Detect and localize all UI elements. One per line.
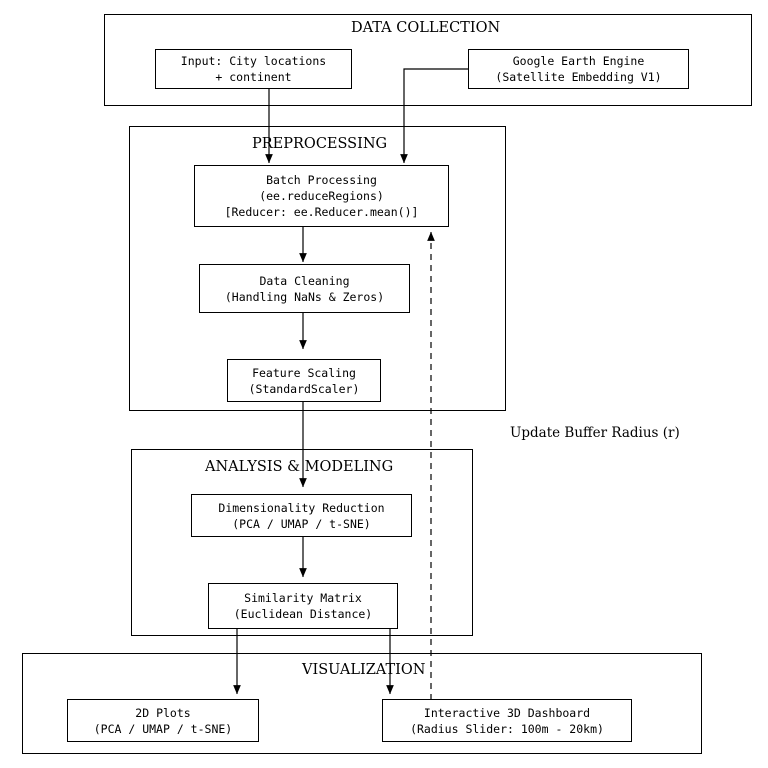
edge-label-update-buffer-radius: Update Buffer Radius (r) <box>510 425 680 441</box>
node-line: (Radius Slider: 100m - 20km) <box>410 721 604 736</box>
node-google-earth-engine[interactable] <box>468 49 689 89</box>
node-line: Batch Processing <box>266 173 377 187</box>
group-title-visualization: VISUALIZATION <box>297 662 430 678</box>
node-line: (ee.reduceRegions) <box>259 189 384 203</box>
node-line: Dimensionality Reduction <box>218 500 385 515</box>
node-line: Similarity Matrix <box>244 591 362 605</box>
node-line: Interactive 3D Dashboard <box>423 705 591 720</box>
group-title-preprocessing: PREPROCESSING <box>247 136 392 152</box>
node-line: (StandardScaler) <box>248 381 360 396</box>
node-line: 2D Plots <box>135 705 191 720</box>
node-similarity-matrix[interactable] <box>208 583 398 629</box>
node-line: Feature Scaling <box>252 365 356 380</box>
group-title-data-collection: DATA COLLECTION <box>346 20 505 36</box>
node-line: (Satellite Embedding V1) <box>495 70 662 84</box>
node-line: (Handling NaNs & Zeros) <box>224 289 385 304</box>
node-line: + continent <box>215 70 292 84</box>
node-data-cleaning[interactable] <box>199 264 410 313</box>
node-feature-scaling[interactable] <box>227 359 381 402</box>
node-input-city-locations[interactable] <box>155 49 352 89</box>
group-title-analysis-modeling: ANALYSIS & MODELING <box>200 459 398 475</box>
node-line: [Reducer: ee.Reducer.mean()] <box>224 205 419 219</box>
node-line: (PCA / UMAP / t-SNE) <box>232 516 371 531</box>
node-batch-processing[interactable] <box>194 165 449 227</box>
node-line: Input: City locations <box>180 54 327 68</box>
node-interactive-3d-dashboard[interactable] <box>382 699 632 742</box>
node-line: (Euclidean Distance) <box>233 607 373 621</box>
node-line: (PCA / UMAP / t-SNE) <box>93 721 233 736</box>
node-line: Google Earth Engine <box>512 54 645 68</box>
node-line: Data Cleaning <box>259 273 350 288</box>
node-dimensionality-reduction[interactable] <box>191 494 412 537</box>
node-2d-plots[interactable] <box>67 699 259 742</box>
